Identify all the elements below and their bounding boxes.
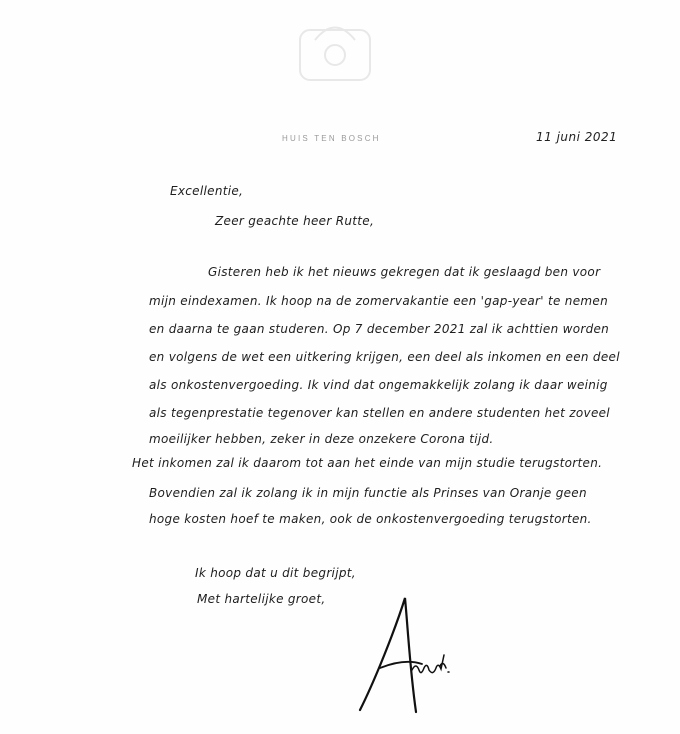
body-line: Gisteren heb ik het nieuws gekregen dat ik geslaagd ben voor — [208, 265, 601, 279]
body-line: moeilijker hebben, zeker in deze onzekere Corona tijd. — [149, 432, 494, 446]
body-line: als tegenprestatie tegenover kan stellen en andere studenten het zoveel — [149, 406, 610, 420]
closing-line: Ik hoop dat u dit begrijpt, — [195, 566, 356, 580]
body-line: Bovendien zal ik zolang ik in mijn functie als Prinses van Oranje geen — [149, 486, 587, 500]
addressee: Zeer geachte heer Rutte, — [215, 214, 375, 228]
body-line: en daarna te gaan studeren. Op 7 december 2021 zal ik achttien worden — [149, 322, 610, 336]
letterhead: HUIS TEN BOSCH — [282, 134, 381, 143]
body-line: hoge kosten hoef te maken, ook de onkostenvergoeding terugstorten. — [149, 512, 592, 526]
body-line: Het inkomen zal ik daarom tot aan het einde van mijn studie terugstorten. — [132, 456, 603, 470]
closing-line: Met hartelijke groet, — [197, 592, 326, 606]
body-line: mijn eindexamen. Ik hoop na de zomervakantie een 'gap-year' te nemen — [149, 294, 608, 308]
letter-date: 11 juni 2021 — [536, 130, 618, 144]
body-line: als onkostenvergoeding. Ik vind dat ongemakkelijk zolang ik daar weinig — [149, 378, 608, 392]
salutation: Excellentie, — [170, 184, 244, 198]
signature — [350, 590, 470, 720]
royal-crest-watermark — [290, 10, 380, 90]
body-line: en volgens de wet een uitkering krijgen, een deel als inkomen en een deel — [149, 350, 620, 364]
